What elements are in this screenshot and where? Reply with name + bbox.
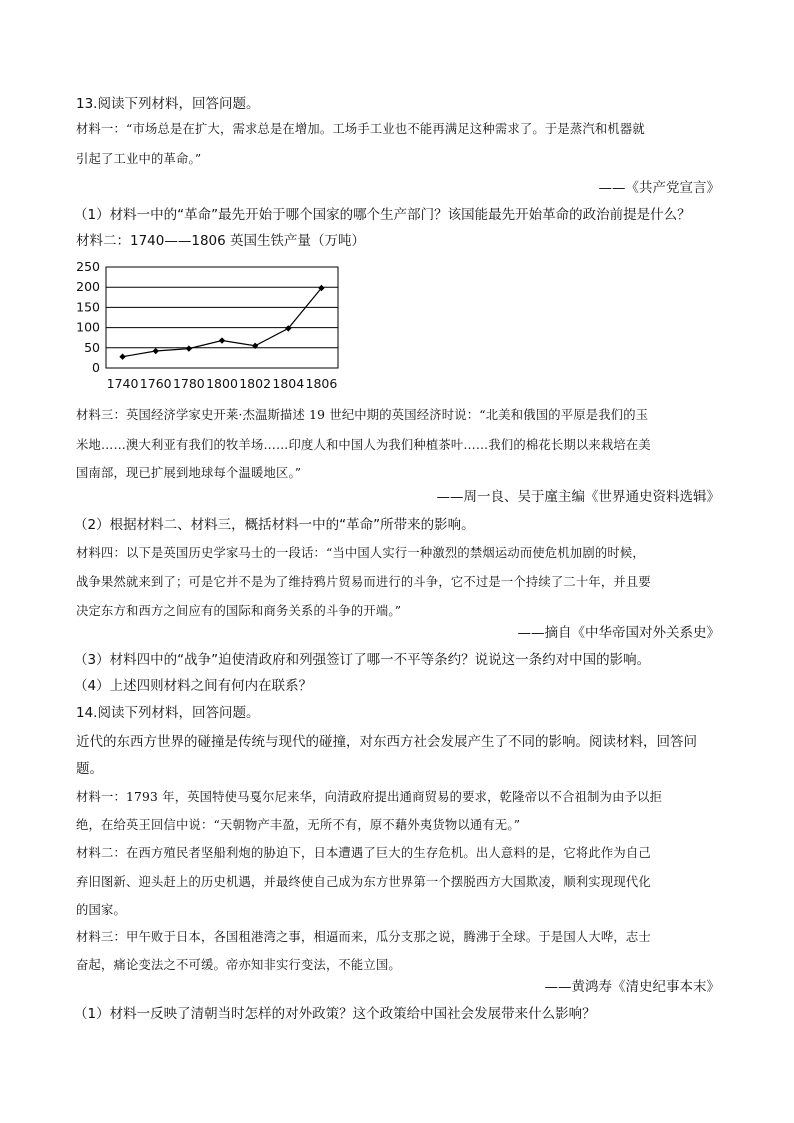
q13-material4-line3: 决定东方和西方之间应有的国际和商务关系的斗争的开端。”	[76, 604, 402, 618]
y-tick-label: 200	[76, 279, 100, 295]
q13-material2-title: 材料二：1740——1806 英国生铁产量（万吨）	[76, 233, 366, 249]
series-line	[123, 288, 322, 357]
q13-material4-source: ——摘自《中华帝国对外关系史》	[517, 625, 720, 641]
q14-intro-line1: 近代的东西方世界的碰撞是传统与现代的碰撞，对东西方社会发展产生了不同的影响。阅读材料，回答问	[76, 734, 697, 750]
q14-title: 14.阅读下列材料，回答问题。	[76, 705, 260, 721]
data-point	[119, 353, 125, 359]
q13-material4-line1: 材料四：以下是英国历史学家马士的一段话：“当中国人实行一种激烈的禁烟运动而使危机加剧的时候，	[76, 546, 645, 560]
x-tick-label: 1800	[206, 376, 238, 391]
q14-question1: （1）材料一反映了清朝当时怎样的对外政策？这个政策给中国社会发展带来什么影响？	[74, 1006, 596, 1022]
x-tick-label: 1806	[305, 376, 338, 391]
q13-question3: （3）材料四中的“战争”迫使清政府和列强签订了哪一不平等条约？说说这一条约对中国的影响。	[74, 652, 651, 668]
q14-material1-line1: 材料一：1793 年，英国特使马戛尔尼来华，向清政府提出通商贸易的要求，乾隆帝以不合祖制为由予以拒	[76, 790, 663, 804]
iron-output-line-chart	[70, 258, 350, 398]
data-point	[153, 348, 159, 354]
y-tick-label: 100	[76, 319, 100, 335]
q13-material3-line2: 米地……澳大利亚有我们的牧羊场……印度人和中国人为我们种植茶叶……我们的棉花长期以来栽培在美	[76, 438, 651, 452]
x-tick-label: 1760	[139, 376, 172, 391]
q13-question4: （4）上述四则材料之间有何内在联系？	[74, 678, 313, 694]
y-tick-label: 50	[84, 339, 100, 355]
q14-material3-line2: 奋起，痛论变法之不可缓。帝亦知非实行变法，不能立国。	[76, 958, 401, 972]
x-tick-label: 1802	[239, 376, 272, 391]
q14-material2-line2: 弃旧图新、迎头赶上的历史机遇，并最终使自己成为东方世界第一个摆脱西方大国欺凌，顺利实现现代化	[76, 875, 651, 889]
data-point	[219, 337, 225, 343]
plot-border	[106, 267, 338, 368]
q14-material2-line3: 的国家。	[76, 903, 126, 917]
y-tick-label: 0	[92, 360, 100, 375]
q13-material1-line1: 材料一：“市场总是在扩大，需求总是在增加。工场手工业也不能再满足这种需求了。于是蒸汽和机器就	[76, 122, 645, 136]
q13-material1-line2: 引起了工业中的革命。”	[76, 152, 202, 166]
q13-material4-line2: 战争果然就来到了；可是它并不是为了维持鸦片贸易而进行的斗争，它不过是一个持续了二十年，并且要	[76, 575, 651, 589]
y-tick-label: 250	[76, 259, 100, 274]
q14-material3-source: ——黄鸿寿《清史纪事本末》	[544, 979, 720, 995]
q13-material3-line3: 国南部，现已扩展到地球每个温暖地区。”	[76, 466, 302, 480]
q14-intro-line2: 题。	[76, 761, 103, 777]
q14-material1-line2: 绝，在给英王回信中说：“天朝物产丰盈，无所不有，原不藉外夷货物以通有无。”	[76, 818, 521, 832]
x-tick-label: 1740	[106, 376, 139, 391]
q13-material1-source: ——《共产党宣言》	[598, 180, 720, 196]
q13-material3-line1: 材料三：英国经济学家史开莱·杰温斯描述 19 世纪中期的英国经济时说：“北美和俄国的平原是我们的玉	[76, 408, 649, 422]
y-tick-label: 150	[76, 299, 100, 315]
q13-title: 13.阅读下列材料，回答问题。	[76, 96, 260, 112]
q13-question1: （1）材料一中的“革命”最先开始于哪个国家的哪个生产部门？该国能最先开始革命的政治前提是什么？	[74, 207, 691, 223]
x-tick-label: 1804	[272, 376, 305, 391]
q13-question2: （2）根据材料二、材料三，概括材料一中的“革命”所带来的影响。	[74, 517, 475, 533]
q13-material3-source: ——周一良、吴于廑主编《世界通史资料选辑》	[436, 489, 720, 505]
x-tick-label: 1780	[172, 376, 205, 391]
data-point	[186, 345, 192, 351]
q14-material2-line1: 材料二：在西方殖民者坚船利炮的胁迫下，日本遭遇了巨大的生存危机。出人意料的是，它将此作为自己	[76, 846, 651, 860]
q14-material3-line1: 材料三：甲午败于日本，各国租港湾之事，相逼而来，瓜分支那之说，腾沸于全球。于是国人大哗，志士	[76, 930, 651, 944]
